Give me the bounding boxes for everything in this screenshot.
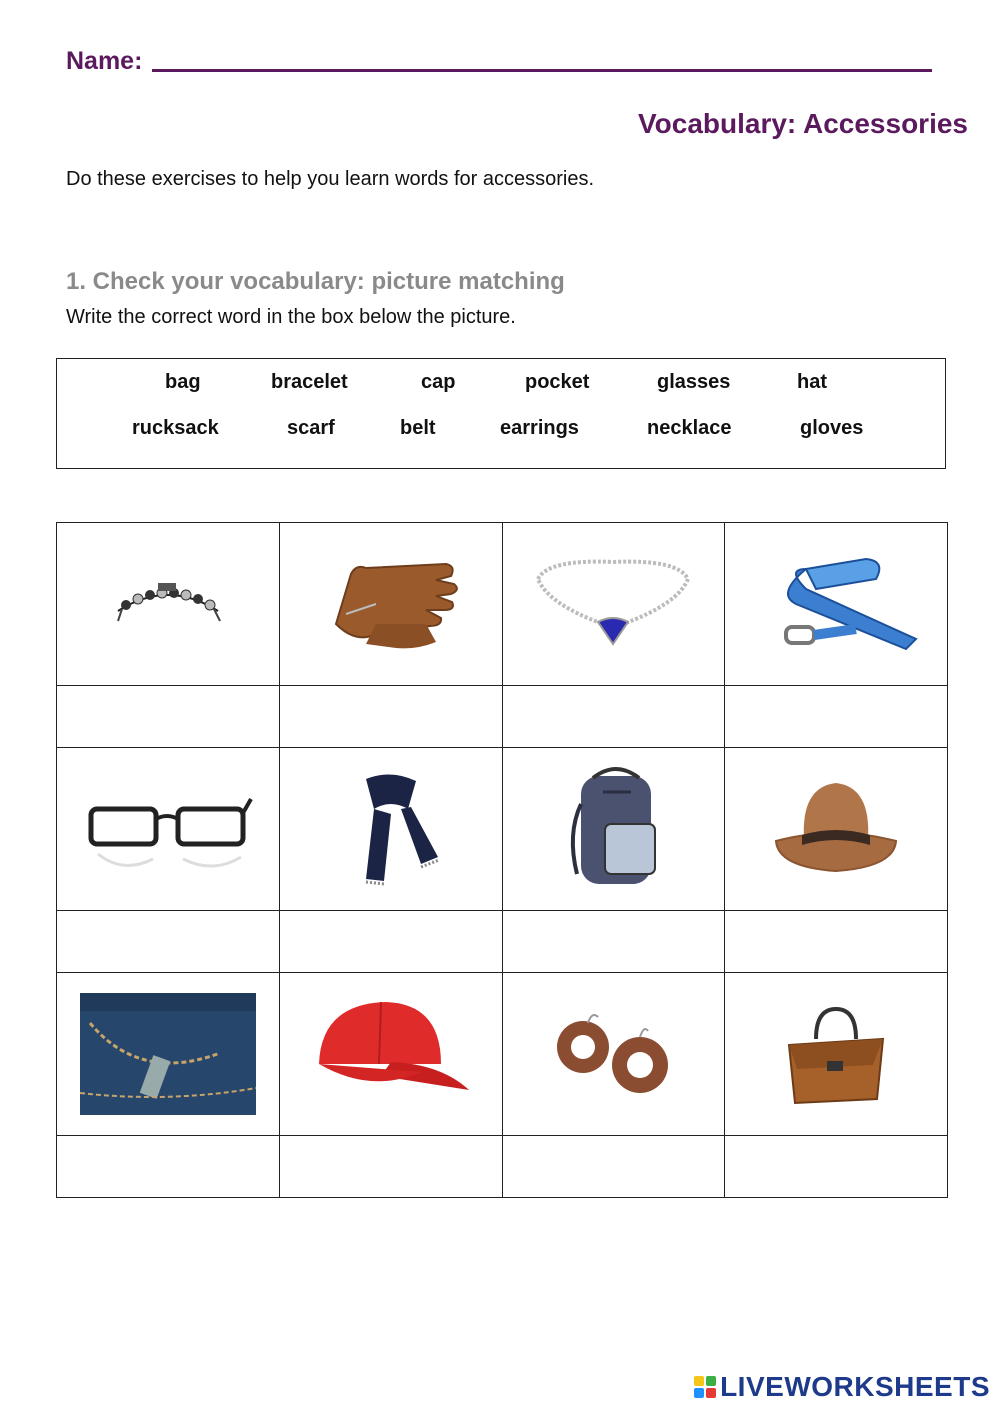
answer-cell	[279, 686, 502, 748]
picture-row	[57, 973, 948, 1136]
answer-input[interactable]	[289, 696, 493, 738]
instruction-text: Write the correct word in the box below the picture.	[66, 306, 516, 328]
earrings-icon	[548, 1009, 678, 1099]
answer-input[interactable]	[734, 696, 938, 738]
scarf-icon	[336, 769, 446, 889]
picture-cell	[279, 523, 502, 686]
picture-row	[57, 748, 948, 911]
word-scarf: scarf	[287, 417, 335, 439]
word-glasses: glasses	[657, 371, 731, 393]
picture-cell	[57, 973, 280, 1136]
answer-cell	[725, 1136, 948, 1198]
answer-row	[57, 911, 948, 973]
answer-cell	[279, 1136, 502, 1198]
word-bank	[56, 358, 946, 469]
answer-row	[57, 1136, 948, 1198]
rucksack-icon	[553, 764, 673, 894]
intro-text: Do these exercises to help you learn words for accessories.	[66, 168, 595, 190]
logo-mark-icon	[694, 1376, 716, 1398]
answer-input[interactable]	[512, 921, 716, 963]
answer-input[interactable]	[66, 921, 270, 963]
name-label: Name:	[66, 47, 143, 75]
answer-input[interactable]	[734, 921, 938, 963]
gloves-icon	[316, 554, 466, 654]
picture-cell	[57, 748, 280, 911]
answer-input[interactable]	[734, 1146, 938, 1188]
bracelet-icon	[108, 569, 228, 639]
section-heading: 1. Check your vocabulary: picture matching	[66, 268, 565, 295]
answer-cell	[57, 911, 280, 973]
picture-cell	[725, 748, 948, 911]
page-title: Vocabulary: Accessories	[638, 108, 968, 139]
belt-icon	[746, 549, 926, 659]
word-gloves: gloves	[800, 417, 864, 439]
word-bag: bag	[165, 371, 201, 393]
answer-row	[57, 686, 948, 748]
name-field[interactable]	[152, 41, 932, 72]
answer-cell	[502, 686, 725, 748]
word-necklace: necklace	[647, 417, 732, 439]
answer-input[interactable]	[512, 696, 716, 738]
answer-input[interactable]	[289, 1146, 493, 1188]
word-rucksack: rucksack	[132, 417, 219, 439]
answer-input[interactable]	[66, 1146, 270, 1188]
picture-cell	[502, 523, 725, 686]
picture-cell	[502, 748, 725, 911]
word-cap: cap	[421, 371, 456, 393]
answer-cell	[57, 686, 280, 748]
answer-cell	[57, 1136, 280, 1198]
word-hat: hat	[797, 371, 827, 393]
hat-icon	[766, 769, 906, 889]
answer-input[interactable]	[512, 1146, 716, 1188]
answer-cell	[502, 911, 725, 973]
word-pocket: pocket	[525, 371, 590, 393]
answer-cell	[725, 686, 948, 748]
word-bracelet: bracelet	[271, 371, 348, 393]
word-belt: belt	[400, 417, 436, 439]
picture-matching-grid	[56, 522, 948, 1198]
word-earrings: earrings	[500, 417, 579, 439]
picture-row	[57, 523, 948, 686]
logo-text: LIVEWORKSHEETS	[720, 1371, 990, 1402]
picture-cell	[502, 973, 725, 1136]
name-row	[66, 40, 932, 76]
picture-cell	[57, 523, 280, 686]
glasses-icon	[83, 779, 253, 879]
answer-cell	[725, 911, 948, 973]
liveworksheets-logo	[694, 1371, 990, 1403]
picture-cell	[279, 973, 502, 1136]
picture-cell	[725, 523, 948, 686]
cap-icon	[311, 994, 471, 1114]
picture-cell	[725, 973, 948, 1136]
answer-cell	[502, 1136, 725, 1198]
bag-icon	[781, 999, 891, 1109]
necklace-icon	[528, 554, 698, 654]
answer-cell	[279, 911, 502, 973]
answer-input[interactable]	[289, 921, 493, 963]
pocket-icon	[80, 993, 256, 1115]
picture-cell	[279, 748, 502, 911]
answer-input[interactable]	[66, 696, 270, 738]
